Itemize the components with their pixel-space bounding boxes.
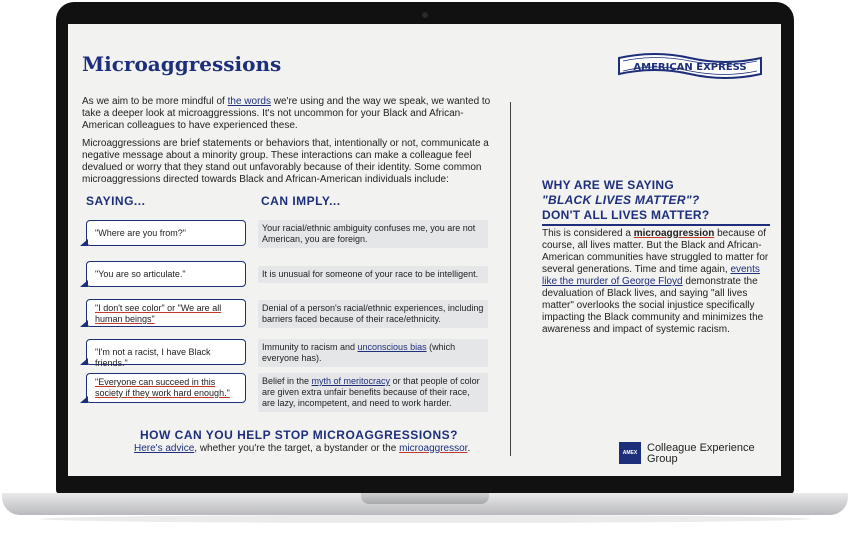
imply-text-4: Immunity to racism and unconscious bias (which everyone has). bbox=[258, 339, 488, 367]
why-heading: WHY ARE WE SAYING "BLACK LIVES MATTER"? DON'T ALL LIVES MATTER? bbox=[542, 178, 710, 222]
laptop-shadow bbox=[40, 515, 810, 523]
laptop-notch bbox=[361, 493, 489, 504]
saying-header: SAYING... bbox=[86, 194, 146, 208]
saying-bubble-1: "Where are you from?" bbox=[86, 220, 246, 246]
the-words-link[interactable]: the words bbox=[227, 96, 271, 107]
saying-bubble-4: "I'm not a racist, I have Black friends." bbox=[86, 339, 246, 365]
microaggressor-link[interactable]: microaggressor bbox=[399, 443, 468, 454]
column-divider bbox=[510, 102, 511, 456]
american-express-logo bbox=[615, 50, 765, 80]
help-text: Here's advice, whether you're the target, a bystander or the microaggressor. bbox=[134, 443, 471, 454]
saying-bubble-3: "I don't see color" or "We are all human beings" bbox=[86, 299, 246, 327]
imply-text-2: It is unusual for someone of your race to be intelligent. bbox=[258, 266, 488, 283]
amex-logo-icon: AMEX bbox=[619, 442, 641, 464]
intro-paragraph-1: As we aim to be more mindful of the words we're using and the way we speak, we wanted to take a deeper look at microaggressions. It's not uncommon for your Black and African-American colleagues to have experienced these. bbox=[82, 96, 491, 131]
screen bbox=[68, 24, 781, 476]
heres-advice-link[interactable]: Here's advice bbox=[134, 443, 195, 454]
myth-of-meritocracy-link[interactable]: myth of meritocracy bbox=[311, 376, 391, 386]
webcam-icon bbox=[422, 12, 428, 18]
saying-bubble-5: "Everyone can succeed in this society if they work hard enough." bbox=[86, 373, 246, 403]
why-paragraph: This is considered a microaggression because of course, all lives matter. But the Black and African-American communities have struggled to matter for several generations. Time and time again, events like the murder of George Floyd demonstrate the devaluation of Black lives, and saying "all lives matter" overlooks the social injustice specifically impacting the Black community and minimizes the awareness and impact of systemic racism. bbox=[542, 228, 769, 335]
page-title: Microaggressions bbox=[82, 52, 282, 76]
help-title: HOW CAN YOU HELP STOP MICROAGGRESSIONS? bbox=[140, 428, 458, 442]
unconscious-bias-link[interactable]: unconscious bias bbox=[357, 342, 427, 352]
imply-text-1: Your racial/ethnic ambiguity confuses me, you are not American, you are foreign. bbox=[258, 220, 488, 248]
george-floyd-link[interactable]: events like the murder of George Floyd bbox=[542, 264, 760, 287]
can-imply-header: CAN IMPLY... bbox=[261, 194, 341, 208]
saying-bubble-2: "You are so articulate." bbox=[86, 261, 246, 287]
imply-text-3: Denial of a person's racial/ethnic experiences, including barriers faced because of their race/ethnicity. bbox=[258, 300, 488, 328]
logo-text: AMERICAN EXPRESS bbox=[633, 62, 747, 73]
why-heading-rule bbox=[542, 224, 770, 226]
intro-paragraph-2: Microaggressions are brief statements or behaviors that, intentionally or not, communicate a negative message about a minority group. These interactions can make a colleague feel devalued or worry that they stand out unfavorably because of their identity. Some common microaggressions directed towards Black and African-American individuals include: bbox=[82, 138, 489, 185]
imply-text-5: Belief in the myth of meritocracy or that people of color are given extra unfair benefits because of their race, are lazy, incompetent, and need to work harder. bbox=[258, 373, 488, 412]
footer-group-name: Colleague Experience Group bbox=[647, 442, 755, 465]
